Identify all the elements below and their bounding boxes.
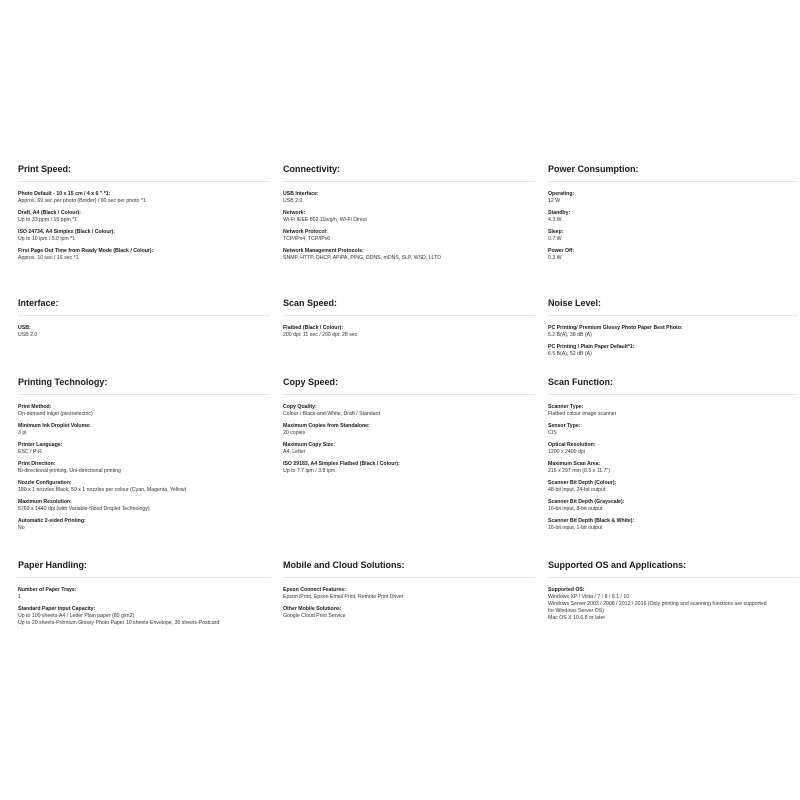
spec-label: Scanner Bit Depth (Colour): (548, 480, 617, 486)
spec-value: Up to 7.7 ipm / 3.8 ipm (283, 468, 336, 474)
spec-label: Print Direction: (18, 461, 56, 467)
section-title: Print Speed: (18, 164, 270, 182)
spec-label: Epson Connect Features: (283, 587, 346, 593)
spec-label: Optical Resolution: (548, 442, 596, 448)
spec-value: CIS (548, 430, 557, 436)
spec-value: Colour / Black-and-White, Draft / Standard (283, 411, 381, 417)
spec-label: Standard Paper Input Capacity: (18, 606, 96, 612)
section-connectivity (283, 164, 535, 267)
spec-item (18, 518, 270, 532)
spec-label: USB Interface: (283, 191, 319, 197)
section-power-consumption (548, 164, 800, 267)
section-title: Scan Speed: (283, 298, 535, 316)
spec-value: 6.5 B(A), 52 dB (A) (548, 351, 592, 357)
spec-label: Network: (283, 210, 306, 216)
spec-label: Print Method: (18, 404, 52, 410)
spec-item (548, 499, 800, 513)
spec-item (548, 325, 800, 339)
spec-item (283, 423, 535, 437)
section-title: Paper Handling: (18, 560, 270, 578)
spec-item (548, 191, 800, 205)
spec-value: 3 pl (18, 430, 27, 436)
spec-label: Operating: (548, 191, 575, 197)
spec-value: SNMP, HTTP, DHCP, APIPA, PING, DDNS, mDNS, SLP, WSD, LLTD (283, 255, 441, 261)
spec-label: Number of Paper Trays: (18, 587, 77, 593)
spec-value: Up to 33 ppm / 15 ppm *1 (18, 217, 78, 223)
spec-value: 5.2 B(A), 38 dB (A) (548, 332, 592, 338)
spec-label: Automatic 2-sided Printing: (18, 518, 86, 524)
spec-item (548, 461, 800, 475)
spec-item (18, 480, 270, 494)
section-printing-technology (18, 377, 270, 537)
spec-value: ESC / P-R (18, 449, 42, 455)
spec-value: 5760 x 1440 dpi (with Variable-Sized Droplet Technology) (18, 506, 150, 512)
spec-label: Maximum Copies from Standalone: (283, 423, 370, 429)
section-print-speed (18, 164, 270, 267)
spec-value: 0.7 W (548, 236, 562, 242)
spec-label: Standby: (548, 210, 571, 216)
spec-item (18, 404, 270, 418)
spec-label: Other Mobile Solutions: (283, 606, 342, 612)
spec-label: Maximum Resolution: (18, 499, 72, 505)
spec-label: Power Off: (548, 248, 575, 254)
spec-label: Photo Default - 10 x 15 cm / 4 x 6 " *1: (18, 191, 111, 197)
section-title: Interface: (18, 298, 270, 316)
spec-item (18, 606, 270, 627)
section-paper-handling (18, 560, 270, 632)
spec-item (18, 423, 270, 437)
spec-label: Network Protocol: (283, 229, 328, 235)
spec-label: Printer Language: (18, 442, 63, 448)
spec-value: USB 2.0 (18, 332, 38, 338)
spec-value: 16-bit input, 8-bit output (548, 506, 603, 512)
spec-label: Maximum Scan Area: (548, 461, 601, 467)
spec-item (18, 229, 270, 243)
spec-label: Network Management Protocols: (283, 248, 364, 254)
spec-label: First Page Out Time from Ready Mode (Black / Colour): (18, 248, 154, 254)
section-scan-speed (283, 298, 535, 344)
section-title: Noise Level: (548, 298, 798, 316)
spec-value: 1200 x 2400 dpi (548, 449, 585, 455)
spec-label: Sensor Type: (548, 423, 581, 429)
spec-item (283, 191, 535, 205)
spec-item (548, 518, 800, 532)
spec-label: ISO 29183, A4 Simplex Flatbed (Black / Colour): (283, 461, 400, 467)
spec-value: Bi-directional printing, Uni-directional printing (18, 468, 121, 474)
spec-label: Scanner Bit Depth (Black & White): (548, 518, 635, 524)
spec-item (548, 210, 800, 224)
spec-label: Sleep: (548, 229, 564, 235)
spec-value: 216 x 297 mm (8.5 x 11.7") (548, 468, 611, 474)
spec-item (18, 325, 270, 339)
spec-item (18, 210, 270, 224)
spec-value: Flatbed colour image scanner (548, 411, 617, 417)
spec-label: Maximum Copy Size: (283, 442, 335, 448)
spec-item (18, 461, 270, 475)
spec-value: Epson iPrint, Epson Email Print, Remote Print Driver (283, 594, 404, 600)
spec-item (283, 606, 535, 620)
section-interface (18, 298, 270, 344)
spec-item (548, 229, 800, 243)
spec-item (548, 404, 800, 418)
spec-item (548, 480, 800, 494)
spec-item (548, 587, 800, 622)
spec-item (18, 248, 270, 262)
spec-item (283, 404, 535, 418)
spec-item (548, 423, 800, 437)
spec-item (283, 229, 535, 243)
spec-item (18, 442, 270, 456)
section-title: Scan Function: (548, 377, 798, 395)
spec-value: Wi-Fi IEEE 802.11b/g/n, Wi-Fi Direct (283, 217, 367, 223)
spec-item (283, 210, 535, 224)
spec-item (283, 461, 535, 475)
spec-item (283, 325, 535, 339)
spec-value: A4, Letter (283, 449, 306, 455)
spec-value: On-demand inkjet (piezoelectric) (18, 411, 93, 417)
section-title: Connectivity: (283, 164, 535, 182)
spec-item (18, 587, 270, 601)
spec-label: PC Printing / Plain Paper Default*1: (548, 344, 635, 350)
section-supported-os (548, 560, 800, 627)
spec-label: Supported OS: (548, 587, 585, 593)
section-title: Printing Technology: (18, 377, 270, 395)
spec-value: USB 2.0 (283, 198, 303, 204)
spec-value: 48-bit input, 24-bit output (548, 487, 606, 493)
spec-value: TCP/IPv4, TCP/IPv6 (283, 236, 331, 242)
section-mobile-cloud (283, 560, 535, 625)
spec-item (283, 248, 535, 262)
spec-value: Windows XP / Vista / 7 / 8 / 8.1 / 10 Windows Server 2003 / 2008 / 2012 / 2016 (Only printing and scanning functions are supported for Windows Server OS) Mac OS X 10.6.8 or later (548, 594, 767, 621)
spec-value: Google Cloud Print Service (283, 613, 346, 619)
spec-label: Scanner Type: (548, 404, 584, 410)
spec-value: 20 copies (283, 430, 306, 436)
spec-item (548, 344, 800, 358)
spec-item (18, 499, 270, 513)
spec-item (548, 248, 800, 262)
spec-item (283, 587, 535, 601)
section-copy-speed (283, 377, 535, 480)
section-scan-function (548, 377, 800, 537)
spec-value: No (18, 525, 25, 531)
spec-item (283, 442, 535, 456)
spec-label: Nozzle Configuration: (18, 480, 72, 486)
spec-value: Approx. 69 sec per photo (Border) / 90 sec per photo *1 (18, 198, 146, 204)
spec-label: PC Printing/ Premium Glossy Photo Paper Best Photo: (548, 325, 683, 331)
section-title: Power Consumption: (548, 164, 798, 182)
spec-value: 1 (18, 594, 21, 600)
spec-item (548, 442, 800, 456)
spec-value: 180 x 1 nozzles Black, 59 x 1 nozzles per colour (Cyan, Magenta, Yellow) (18, 487, 187, 493)
spec-value: 4.3 W (548, 217, 562, 223)
spec-label: Copy Quality: (283, 404, 317, 410)
spec-label: Scanner Bit Depth (Grayscale): (548, 499, 625, 505)
section-noise-level (548, 298, 800, 363)
spec-value: 16-bit input, 1-bit output (548, 525, 603, 531)
section-title: Mobile and Cloud Solutions: (283, 560, 535, 578)
section-title: Copy Speed: (283, 377, 535, 395)
spec-value: 0.3 W (548, 255, 562, 261)
spec-value: Up to 100 sheets-A4 / Letter Plain paper (80 g/m2) Up to 20 sheets-Premium Glossy Photo Paper 10 sheets-Envelope, 30 sheets-Postcard (18, 613, 220, 626)
section-title: Supported OS and Applications: (548, 560, 798, 578)
spec-label: Flatbed (Black / Colour): (283, 325, 343, 331)
spec-item (18, 191, 270, 205)
spec-label: Minimum Ink Droplet Volume: (18, 423, 91, 429)
spec-value: Up to 10 ipm / 5.0 ipm *1 (18, 236, 76, 242)
spec-label: USB: (18, 325, 31, 331)
spec-value: Approx. 10 sec / 16 sec *1 (18, 255, 79, 261)
spec-label: Draft, A4 (Black / Colour): (18, 210, 81, 216)
spec-value: 12 W (548, 198, 561, 204)
spec-label: ISO 24734, A4 Simplex (Black / Colour): (18, 229, 115, 235)
spec-value: 200 dpi: 11 sec / 200 dpi: 28 sec (283, 332, 358, 338)
